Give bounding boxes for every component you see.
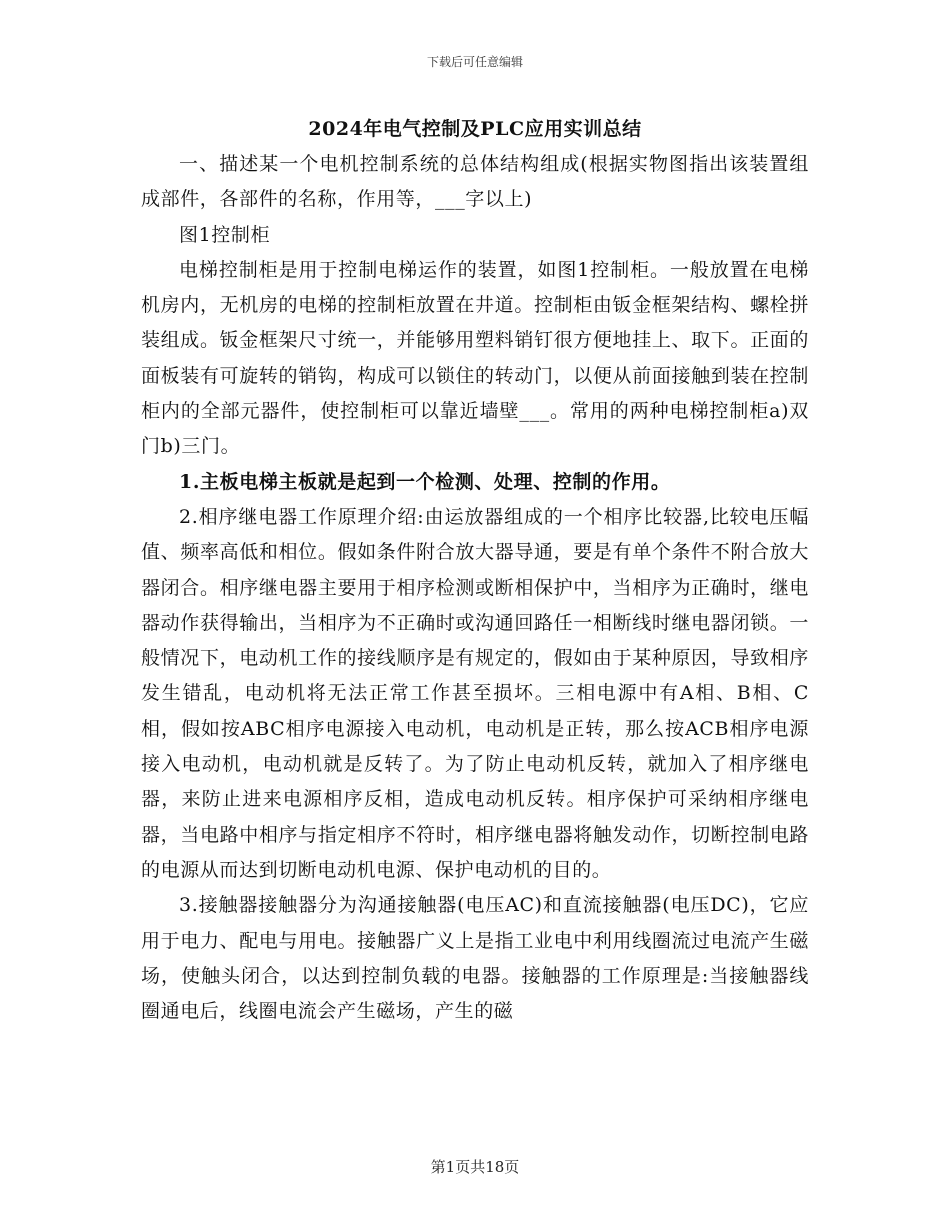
page-header-note: 下载后可任意编辑 [426, 55, 523, 69]
figure-caption: 图1控制柜 [179, 223, 271, 246]
paragraph-phase-relay: 2.相序继电器工作原理介绍:由运放器组成的一个相序比较器,比较电压幅值、频率高低和相位。假如条件附合放大器导通，要是有单个条件不附合放大器闭合。相序继电器主要用于相序检测或断相保护中，当相序为正确时，继电器动作获得输出，当相序为不正确时或沟通回路任一相断线时继电器闭锁。一般情况下，电动机工作的接线顺序是有规定的，假如由于某种原因，导致相序发生错乱，电动机将无法正常工作甚至损坏。三相电源中有A相、B相、C相，假如按ABC相序电源接入电动机，电动机是正转，那么按ACB相序电源接入电动机，电动机就是反转了。为了防止电动机反转，就加入了相序继电器，来防止进来电源相序反相，造成电动机反转。相序保护可采纳相序继电器，当电路中相序与指定相序不符时，相序继电器将触发动作，切断控制电路的电源从而达到切断电动机电源、保护电动机的目的。 [141, 505, 809, 881]
paragraph-contactor: 3.接触器接触器分为沟通接触器(电压AC)和直流接触器(电压DC)，它应用于电力、配电与用电。接触器广义上是指工业电中利用线圈流过电流产生磁场，使触头闭合，以达到控制负载的电器。接触器的工作原理是:当接触器线圈通电后，线圈电流会产生磁场，产生的磁 [141, 894, 809, 1023]
document-body [141, 147, 809, 1029]
paragraph-intro-question: 一、描述某一个电机控制系统的总体结构组成(根据实物图指出该装置组成部件，各部件的名称，作用等，___字以上) [141, 153, 809, 211]
paragraph-mainboard: 1.主板电梯主板就是起到一个检测、处理、控制的作用。 [179, 470, 671, 493]
paragraph-control-cabinet: 电梯控制柜是用于控制电梯运作的装置，如图1控制柜。一般放置在电梯机房内，无机房的电梯的控制柜放置在井道。控制柜由钣金框架结构、螺栓拼装组成。钣金框架尺寸统一，并能够用塑料销钉很方便地挂上、取下。正面的面板装有可旋转的销钩，构成可以锁住的转动门，以便从前面接触到装在控制柜内的全部元器件，使控制柜可以靠近墙壁___。常用的两种电梯控制柜a)双门b)三门。 [141, 258, 809, 458]
page-number: 第1页共18页 [430, 1158, 520, 1176]
document-title: 2024年电气控制及PLC应用实训总结 [308, 118, 642, 140]
